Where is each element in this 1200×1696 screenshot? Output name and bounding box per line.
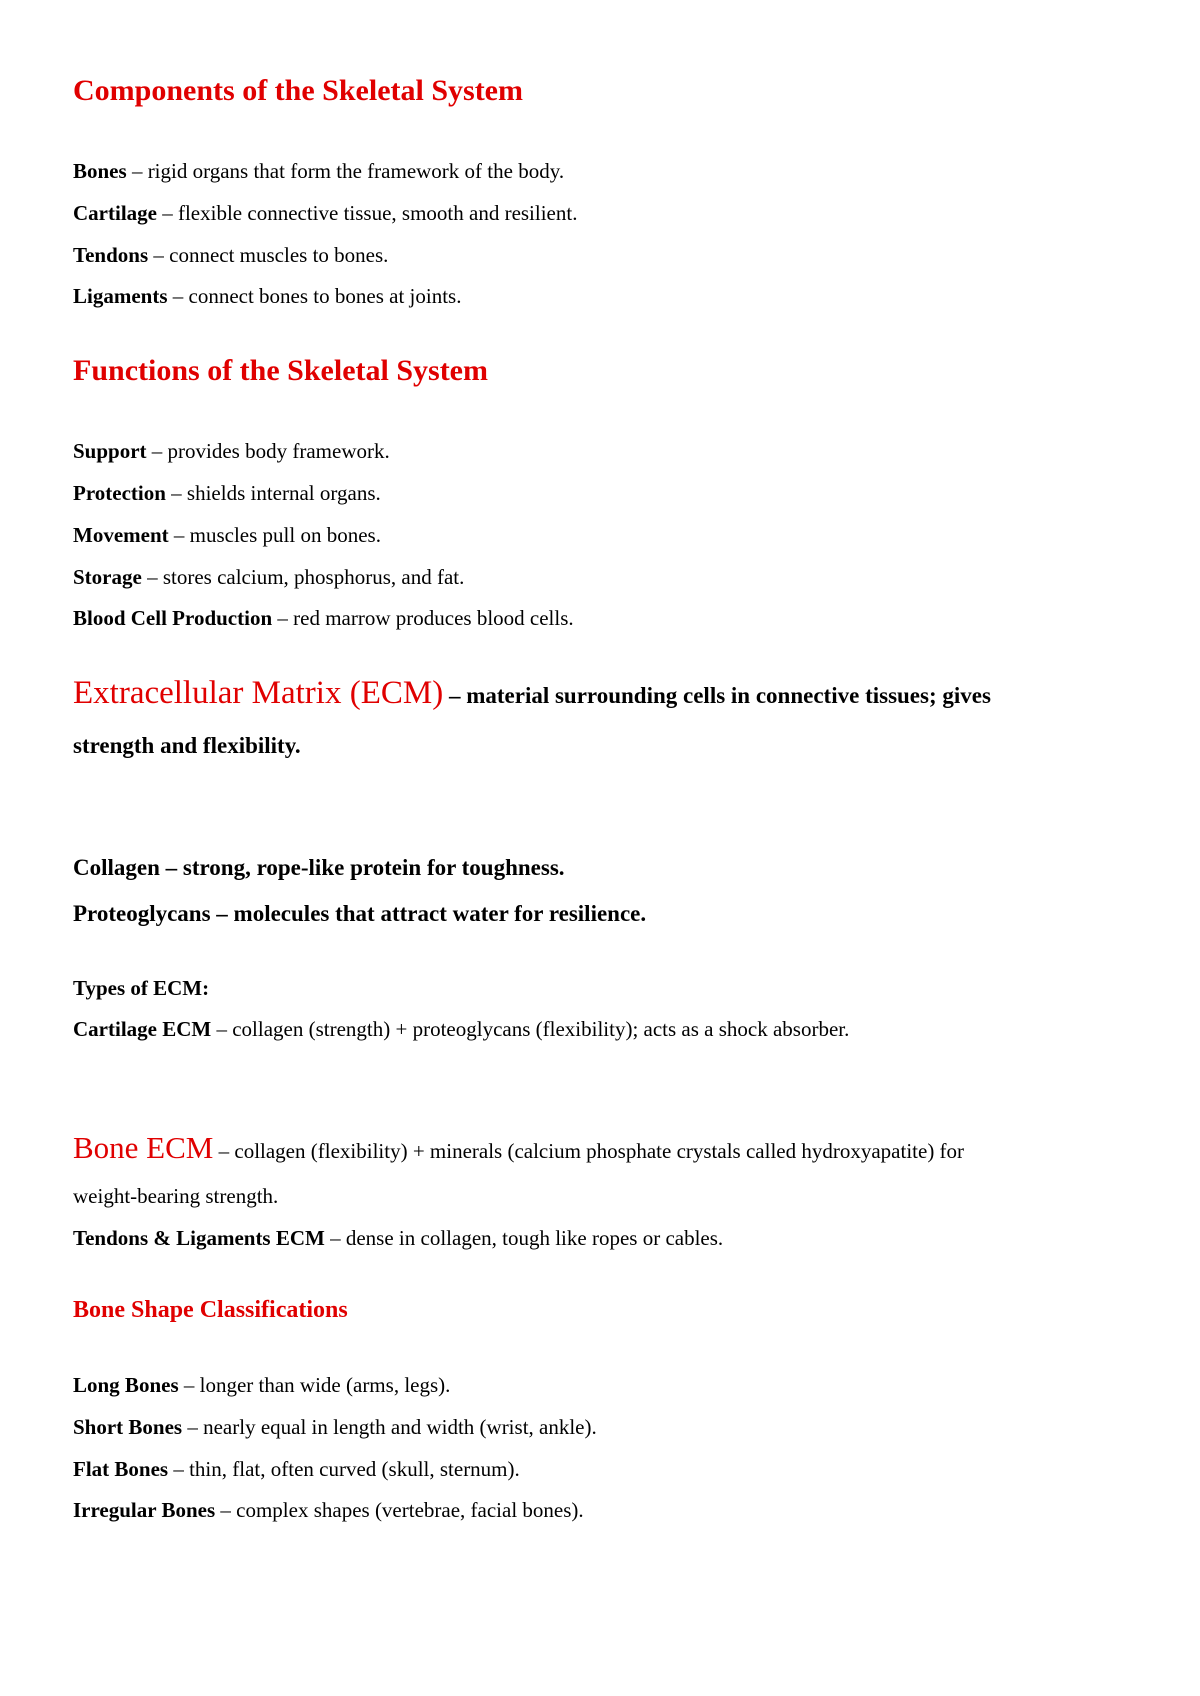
definition: – connect bones to bones at joints. bbox=[167, 284, 462, 308]
definition: – red marrow produces blood cells. bbox=[272, 606, 574, 630]
bone-ecm-title: Bone ECM bbox=[73, 1130, 214, 1165]
shapes-heading: Bone Shape Classifications bbox=[73, 1297, 348, 1323]
list-item bbox=[73, 203, 577, 224]
term: Ligaments bbox=[73, 284, 168, 308]
definition: – provides body framework. bbox=[146, 439, 390, 463]
ecm-desc-line1: – material surrounding cells in connective tissues; gives bbox=[443, 683, 991, 708]
bone-ecm-line bbox=[73, 1132, 964, 1163]
ecm-desc-line2: strength and flexibility. bbox=[73, 733, 301, 758]
functions-heading: Functions of the Skeletal System bbox=[73, 354, 488, 387]
list-item bbox=[73, 525, 381, 546]
term: Cartilage ECM bbox=[73, 1017, 212, 1041]
components-heading: Components of the Skeletal System bbox=[73, 74, 523, 107]
types-label-text: Types of ECM: bbox=[73, 976, 210, 1000]
definition: – connect muscles to bones. bbox=[148, 243, 389, 267]
list-item bbox=[73, 567, 464, 588]
list-item bbox=[73, 1375, 450, 1396]
definition: – complex shapes (vertebrae, facial bones). bbox=[215, 1498, 584, 1522]
list-item bbox=[73, 286, 461, 307]
term: Flat Bones bbox=[73, 1457, 169, 1481]
ecm-title: Extracellular Matrix (ECM) bbox=[73, 675, 444, 711]
term: Bones bbox=[73, 159, 127, 183]
list-item bbox=[73, 161, 564, 182]
term: Long Bones bbox=[73, 1373, 179, 1397]
term: Storage bbox=[73, 565, 142, 589]
term: Irregular Bones bbox=[73, 1498, 216, 1522]
term: Tendons & Ligaments ECM bbox=[73, 1226, 325, 1250]
definition: – nearly equal in length and width (wrist, ankle). bbox=[182, 1415, 597, 1439]
list-item bbox=[73, 483, 381, 504]
list-item bbox=[73, 608, 574, 629]
definition: – collagen (flexibility) + minerals (calcium phosphate crystals called hydroxyapatite) for bbox=[213, 1139, 965, 1163]
term: Movement bbox=[73, 523, 169, 547]
definition: – collagen (strength) + proteoglycans (flexibility); acts as a shock absorber. bbox=[211, 1017, 850, 1041]
term: Protection bbox=[73, 481, 166, 505]
proteoglycans-line: Proteoglycans – molecules that attract water for resilience. bbox=[73, 901, 647, 926]
definition: – shields internal organs. bbox=[165, 481, 381, 505]
term: Blood Cell Production bbox=[73, 606, 273, 630]
tendons-ecm-line bbox=[73, 1228, 723, 1249]
definition: – flexible connective tissue, smooth and resilient. bbox=[156, 201, 578, 225]
term: Cartilage bbox=[73, 201, 157, 225]
term: Support bbox=[73, 439, 147, 463]
definition: – rigid organs that form the framework of the body. bbox=[126, 159, 565, 183]
definition: – stores calcium, phosphorus, and fat. bbox=[141, 565, 465, 589]
ecm-title-line bbox=[73, 677, 991, 710]
term: Short Bones bbox=[73, 1415, 183, 1439]
list-item bbox=[73, 245, 388, 266]
collagen-line: Collagen – strong, rope-like protein for toughness. bbox=[73, 855, 565, 880]
definition: – dense in collagen, tough like ropes or cables. bbox=[324, 1226, 724, 1250]
list-item bbox=[73, 1417, 597, 1438]
list-item bbox=[73, 441, 390, 462]
cartilage-ecm-line bbox=[73, 1019, 849, 1040]
definition: – muscles pull on bones. bbox=[168, 523, 381, 547]
definition: – thin, flat, often curved (skull, sternum). bbox=[168, 1457, 520, 1481]
types-label bbox=[73, 978, 209, 999]
term: Tendons bbox=[73, 243, 149, 267]
list-item bbox=[73, 1459, 520, 1480]
list-item bbox=[73, 1500, 584, 1521]
definition: – longer than wide (arms, legs). bbox=[178, 1373, 451, 1397]
bone-ecm-line2: weight-bearing strength. bbox=[73, 1184, 279, 1208]
